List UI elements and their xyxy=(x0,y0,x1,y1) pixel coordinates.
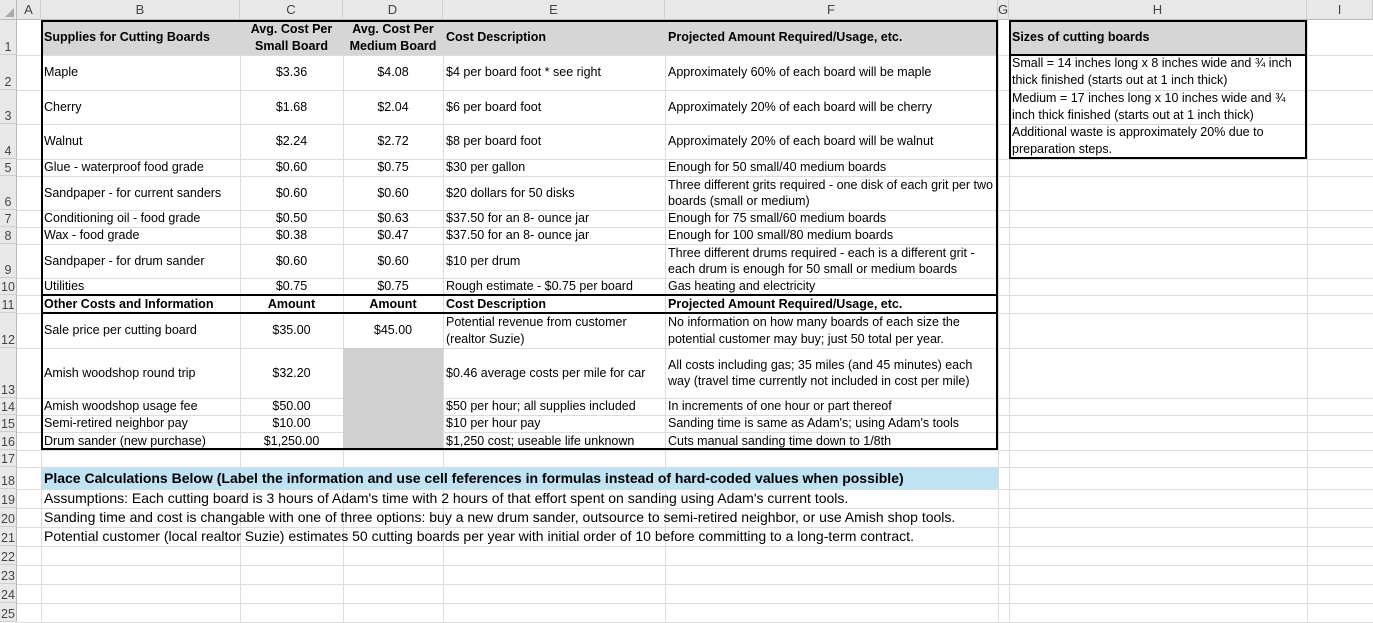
supply-small-cost-cell[interactable]: $0.60 xyxy=(275,253,308,268)
supply-description-cell[interactable]: $8 per board foot xyxy=(446,134,542,149)
supply-usage-cell[interactable]: Enough for 100 small/80 medium boards xyxy=(668,228,894,243)
other-name-cell[interactable]: Semi-retired neighbor pay xyxy=(44,416,188,431)
other-amount-medium-cell[interactable] xyxy=(343,415,443,432)
row-header-9[interactable]: 9 xyxy=(0,244,17,278)
supply-description-cell[interactable]: $37.50 for an 8- ounce jar xyxy=(446,228,590,243)
other-name-cell[interactable]: Drum sander (new purchase) xyxy=(44,433,206,448)
other-usage-cell[interactable]: No information on how many boards of each size the potential customer may buy; just 50 total per year. xyxy=(668,315,960,346)
column-header-d[interactable]: D xyxy=(343,0,443,20)
size-note-small[interactable]: Small = 14 inches long x 8 inches wide and ¾ inch thick finished (starts out at 1 inch thick) xyxy=(1012,56,1292,87)
other-amount-medium-cell[interactable] xyxy=(343,432,443,450)
header-small-cost[interactable]: Avg. Cost Per Small Board xyxy=(240,20,343,55)
column-header-b[interactable]: B xyxy=(41,0,240,20)
calc-assumption-line[interactable]: Potential customer (local realtor Suzie) estimates 50 cutting boards per year with initial order of 10 before committing to a long-term contract. xyxy=(44,528,914,545)
supply-name-cell[interactable]: Conditioning oil - food grade xyxy=(44,211,201,226)
header-sizes[interactable]: Sizes of cutting boards xyxy=(1009,20,1307,55)
supply-description-cell[interactable]: $6 per board foot xyxy=(446,99,542,114)
other-description-cell[interactable]: $1,250 cost; useable life unknown xyxy=(446,433,635,448)
column-header-i[interactable]: I xyxy=(1307,0,1373,20)
row-header-24[interactable]: 24 xyxy=(0,584,17,603)
row-header-8[interactable]: 8 xyxy=(0,227,17,244)
row-header-14[interactable]: 14 xyxy=(0,398,17,415)
other-amount-medium-cell[interactable]: $45.00 xyxy=(373,323,413,338)
supply-name-cell[interactable]: Walnut xyxy=(44,134,83,149)
sizes-divider xyxy=(1009,54,1307,56)
supply-medium-cost-cell[interactable]: $2.72 xyxy=(377,134,409,149)
size-note-medium[interactable]: Medium = 17 inches long x 10 inches wide and ¾ inch thick finished (starts out at 1 inch thick) xyxy=(1012,91,1286,122)
other-usage-cell[interactable]: In increments of one hour or part thereof xyxy=(668,399,892,414)
row-header-23[interactable]: 23 xyxy=(0,565,17,584)
supply-small-cost-cell[interactable]: $3.36 xyxy=(275,65,308,80)
row-header-19[interactable]: 19 xyxy=(0,489,17,508)
supply-usage-cell[interactable]: Three different drums required - each is a different grit - each drum is enough for 50 small or medium boards xyxy=(668,245,975,276)
supply-medium-cost-cell[interactable]: $0.63 xyxy=(377,211,409,226)
other-name-cell[interactable]: Amish woodshop round trip xyxy=(44,365,196,380)
other-header-amount[interactable]: Amount xyxy=(267,296,316,311)
row-header-15[interactable]: 15 xyxy=(0,415,17,432)
other-description-cell[interactable]: Potential revenue from customer (realtor Suzie) xyxy=(446,315,627,346)
supply-small-cost-cell[interactable]: $0.50 xyxy=(275,211,308,226)
column-header-c[interactable]: C xyxy=(240,0,343,20)
supply-description-cell[interactable]: Rough estimate - $0.75 per board xyxy=(446,279,633,294)
row-header-2[interactable]: 2 xyxy=(0,55,17,90)
supply-description-cell[interactable]: $37.50 for an 8- ounce jar xyxy=(446,211,590,226)
supply-usage-cell[interactable]: Approximately 60% of each board will be maple xyxy=(668,65,932,80)
calc-assumption-line[interactable]: Assumptions: Each cutting board is 3 hours of Adam's time with 2 hours of that effort spent on sanding using Adam's current tools. xyxy=(44,490,849,507)
other-header-projected[interactable]: Projected Amount Required/Usage, etc. xyxy=(668,296,903,311)
other-description-cell[interactable]: $0.46 average costs per mile for car xyxy=(446,365,646,380)
column-header-f[interactable]: F xyxy=(665,0,998,20)
size-note-waste[interactable]: Additional waste is approximately 20% due to preparation steps. xyxy=(1012,125,1264,156)
calc-assumption-line[interactable]: Sanding time and cost is changable with one of three options: buy a new drum sander, outsource to semi-retired neighbor, or use Amish shop tools. xyxy=(44,509,956,526)
gridline-horizontal xyxy=(17,584,1373,585)
supply-small-cost-cell[interactable]: $2.24 xyxy=(275,134,308,149)
supply-small-cost-cell[interactable]: $0.60 xyxy=(275,160,308,175)
header-medium-cost[interactable]: Avg. Cost Per Medium Board xyxy=(343,20,443,55)
supply-name-cell[interactable]: Sandpaper - for drum sander xyxy=(44,253,205,268)
row-header-1[interactable]: 1 xyxy=(0,20,17,55)
row-header-17[interactable]: 17 xyxy=(0,450,17,467)
other-description-cell[interactable]: $50 per hour; all supplies included xyxy=(446,399,636,414)
other-usage-cell[interactable]: Sanding time is same as Adam's; using Adam's tools xyxy=(668,416,960,431)
supply-description-cell[interactable]: $30 per gallon xyxy=(446,160,526,175)
gridline-horizontal xyxy=(17,565,1373,566)
other-amount-cell[interactable]: $1,250.00 xyxy=(263,433,320,448)
other-usage-cell[interactable]: All costs including gas; 35 miles (and 45 minutes) each way (travel time currently not included in cost per mile) xyxy=(668,357,973,388)
other-amount-medium-cell[interactable] xyxy=(343,398,443,415)
gridline-vertical xyxy=(1307,20,1308,622)
supply-name-cell[interactable]: Cherry xyxy=(44,99,82,114)
other-amount-cell[interactable]: $32.20 xyxy=(272,365,311,380)
other-amount-cell[interactable]: $35.00 xyxy=(272,323,311,338)
supply-description-cell[interactable]: $20 dollars for 50 disks xyxy=(446,185,575,200)
calc-instructions[interactable]: Place Calculations Below (Label the information and use cell feferences in formulas instead of hard-coded values when possible) xyxy=(41,467,998,489)
other-description-cell[interactable]: $10 per hour pay xyxy=(446,416,541,431)
row-header-25[interactable]: 25 xyxy=(0,603,17,622)
row-header-10[interactable]: 10 xyxy=(0,278,17,295)
supply-medium-cost-cell[interactable]: $0.75 xyxy=(377,160,409,175)
row-header-11[interactable]: 11 xyxy=(0,295,17,313)
other-header-description[interactable]: Cost Description xyxy=(446,296,547,311)
gridline-vertical xyxy=(998,20,999,622)
other-usage-cell[interactable]: Cuts manual sanding time down to 1/8th xyxy=(668,433,892,448)
supply-description-cell[interactable]: $10 per drum xyxy=(446,253,521,268)
supply-name-cell[interactable]: Utilities xyxy=(44,279,85,294)
supply-medium-cost-cell[interactable]: $0.60 xyxy=(377,253,409,268)
supply-small-cost-cell[interactable]: $0.60 xyxy=(275,185,308,200)
supply-medium-cost-cell[interactable]: $4.08 xyxy=(377,65,409,80)
other-amount-medium-cell[interactable] xyxy=(343,348,443,398)
other-name-cell[interactable]: Amish woodshop usage fee xyxy=(44,399,198,414)
gridline-horizontal xyxy=(17,603,1373,604)
other-header-label[interactable]: Other Costs and Information xyxy=(44,296,214,311)
row-header-20[interactable]: 20 xyxy=(0,508,17,527)
supply-name-cell[interactable]: Maple xyxy=(44,65,79,80)
header-projected[interactable]: Projected Amount Required/Usage, etc. xyxy=(665,20,998,55)
supply-name-cell[interactable]: Wax - food grade xyxy=(44,228,140,243)
section-divider xyxy=(41,294,998,296)
supply-medium-cost-cell[interactable]: $2.04 xyxy=(377,99,409,114)
row-header-6[interactable]: 6 xyxy=(0,176,17,210)
column-header-e[interactable]: E xyxy=(443,0,665,20)
column-header-a[interactable]: A xyxy=(17,0,41,20)
column-header-h[interactable]: H xyxy=(1009,0,1307,20)
supply-name-cell[interactable]: Sandpaper - for current sanders xyxy=(44,185,222,200)
column-header-g[interactable]: G xyxy=(998,0,1009,20)
row-header-4[interactable]: 4 xyxy=(0,124,17,159)
supply-medium-cost-cell[interactable]: $0.60 xyxy=(377,185,409,200)
row-header-7[interactable]: 7 xyxy=(0,210,17,227)
other-amount-cell[interactable]: $10.00 xyxy=(272,416,311,431)
supply-usage-cell[interactable]: Enough for 50 small/40 medium boards xyxy=(668,160,887,175)
supply-usage-cell[interactable]: Approximately 20% of each board will be walnut xyxy=(668,134,934,149)
row-header-22[interactable]: 22 xyxy=(0,546,17,565)
row-header-18[interactable]: 18 xyxy=(0,467,17,489)
gridline-horizontal xyxy=(17,546,1373,547)
other-header-amount-medium[interactable]: Amount xyxy=(369,296,417,311)
select-all-corner[interactable] xyxy=(0,0,17,20)
supply-small-cost-cell[interactable]: $0.38 xyxy=(275,228,308,243)
supply-small-cost-cell[interactable]: $1.68 xyxy=(275,99,308,114)
supply-usage-cell[interactable]: Enough for 75 small/60 medium boards xyxy=(668,211,887,226)
supply-medium-cost-cell[interactable]: $0.47 xyxy=(377,228,409,243)
section-divider xyxy=(41,312,998,314)
supply-small-cost-cell[interactable]: $0.75 xyxy=(275,279,308,294)
other-amount-cell[interactable]: $50.00 xyxy=(272,399,311,414)
row-header-3[interactable]: 3 xyxy=(0,90,17,124)
supply-usage-cell[interactable]: Three different grits required - one disk of each grit per two boards (small or medium) xyxy=(668,177,993,208)
row-header-21[interactable]: 21 xyxy=(0,527,17,546)
gridline-horizontal xyxy=(17,450,1373,451)
supply-description-cell[interactable]: $4 per board foot * see right xyxy=(446,65,601,80)
header-cost-description[interactable]: Cost Description xyxy=(443,20,665,55)
supply-usage-cell[interactable]: Gas heating and electricity xyxy=(668,279,816,294)
row-header-16[interactable]: 16 xyxy=(0,432,17,450)
header-supplies[interactable]: Supplies for Cutting Boards xyxy=(41,20,240,55)
row-header-13[interactable]: 13 xyxy=(0,348,17,398)
supply-name-cell[interactable]: Glue - waterproof food grade xyxy=(44,160,204,175)
row-header-12[interactable]: 12 xyxy=(0,313,17,348)
supply-usage-cell[interactable]: Approximately 20% of each board will be cherry xyxy=(668,99,933,114)
other-name-cell[interactable]: Sale price per cutting board xyxy=(44,323,197,338)
row-header-5[interactable]: 5 xyxy=(0,159,17,176)
supply-medium-cost-cell[interactable]: $0.75 xyxy=(377,279,409,294)
